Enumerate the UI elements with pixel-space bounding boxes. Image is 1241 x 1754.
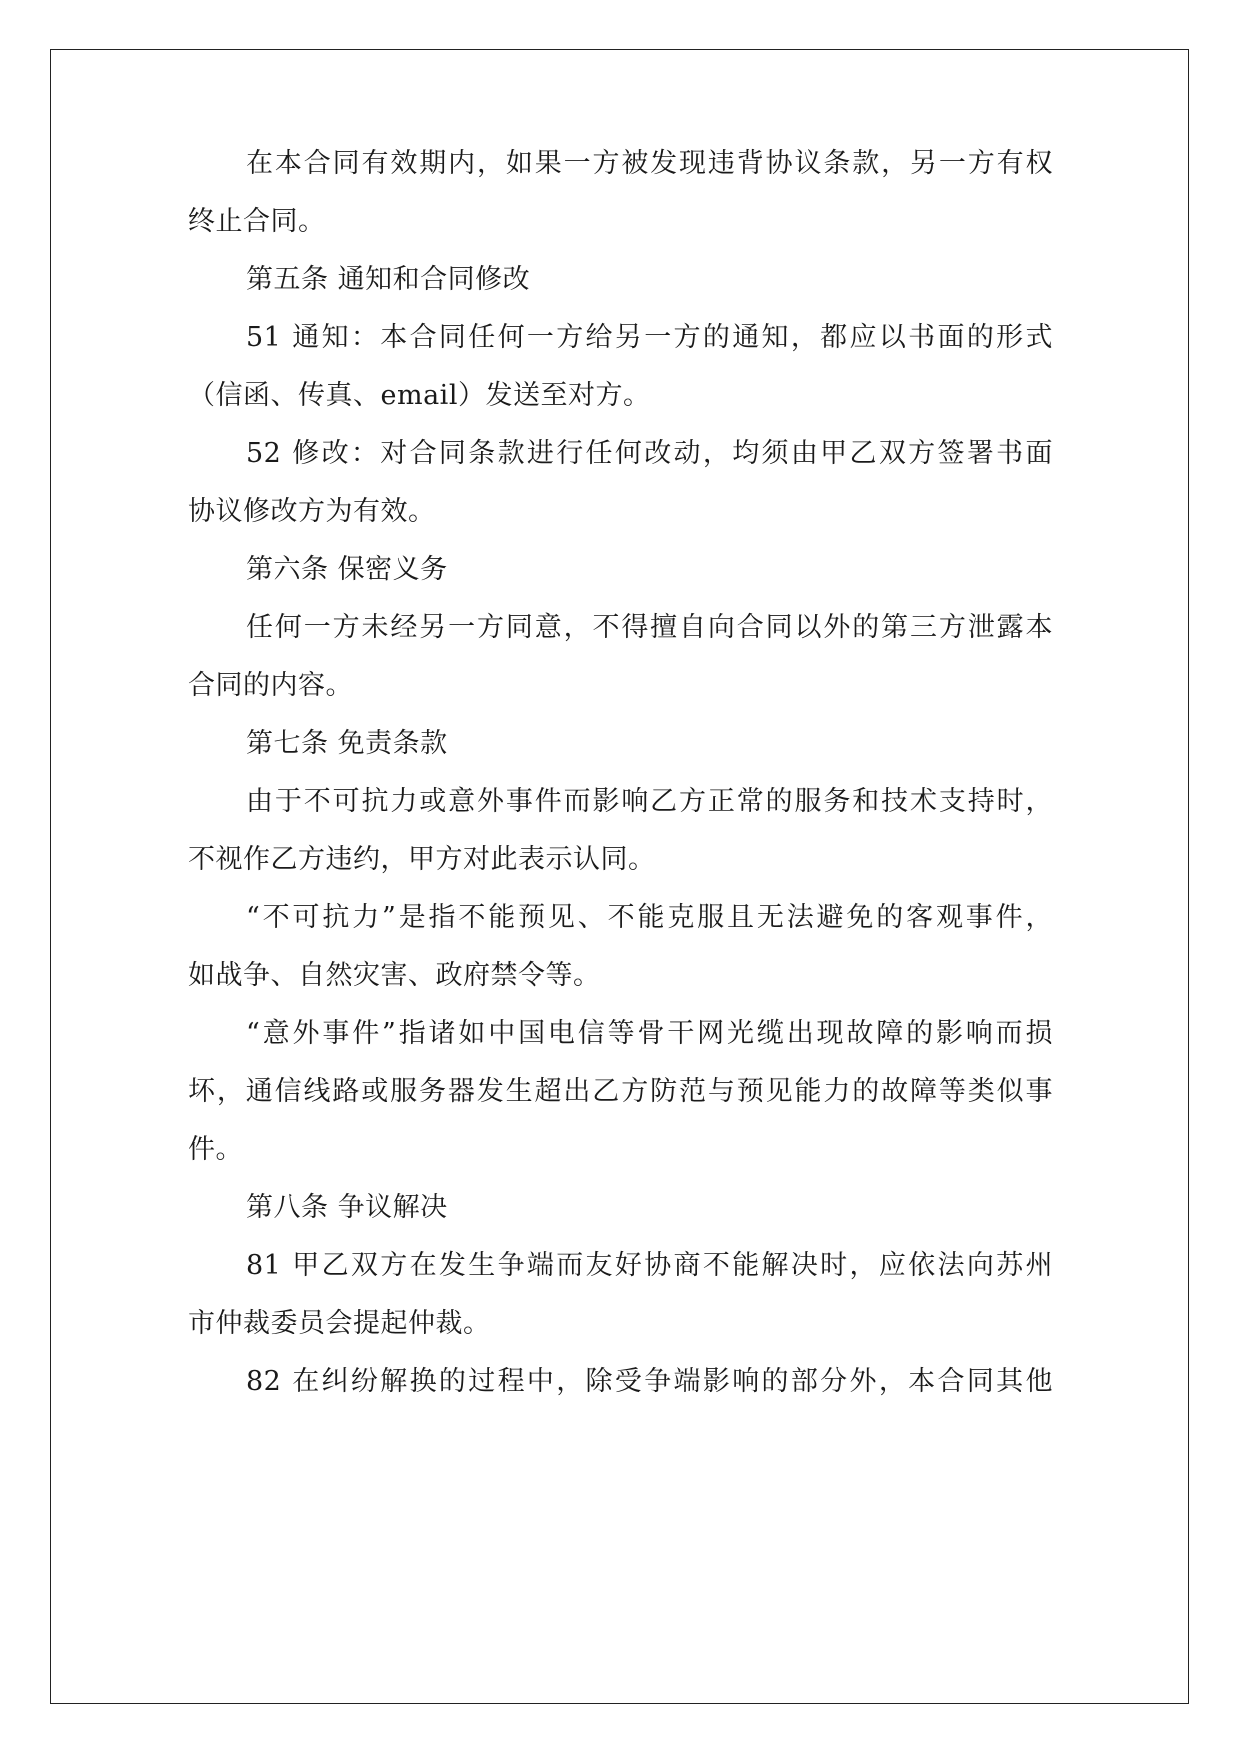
paragraph-line: （信函、传真、email）发送至对方。 [188, 380, 651, 411]
paragraph-line: 坏，通信线路或服务器发生超出乙方防范与预见能力的故障等类似事 [188, 1076, 1053, 1107]
section-heading: 第五条 通知和合同修改 [246, 264, 531, 295]
paragraph-line: 81 甲乙双方在发生争端而友好协商不能解决时，应依法向苏州 [246, 1250, 1053, 1281]
paragraph-line: 合同的内容。 [188, 670, 353, 701]
section-heading: 第八条 争议解决 [246, 1192, 448, 1223]
paragraph-line: 件。 [188, 1134, 243, 1165]
paragraph-line: 市仲裁委员会提起仲裁。 [188, 1308, 491, 1339]
paragraph-line: 在本合同有效期内，如果一方被发现违背协议条款，另一方有权 [246, 148, 1053, 179]
page-border [50, 49, 1189, 1704]
paragraph-line: 由于不可抗力或意外事件而影响乙方正常的服务和技术支持时， [246, 786, 1053, 817]
paragraph-line: 不视作乙方违约，甲方对此表示认同。 [188, 844, 656, 875]
paragraph-line: 如战争、自然灾害、政府禁令等。 [188, 960, 601, 991]
paragraph-line: 任何一方未经另一方同意，不得擅自向合同以外的第三方泄露本 [246, 612, 1053, 643]
section-heading: 第七条 免责条款 [246, 728, 448, 759]
paragraph-line: 51 通知：本合同任何一方给另一方的通知，都应以书面的形式 [246, 322, 1053, 353]
section-heading: 第六条 保密义务 [246, 554, 448, 585]
paragraph-line: 终止合同。 [188, 206, 326, 237]
paragraph-line: “不可抗力”是指不能预见、不能克服且无法避免的客观事件， [246, 902, 1053, 933]
paragraph-line: “意外事件”指诸如中国电信等骨干网光缆出现故障的影响而损 [246, 1018, 1053, 1049]
paragraph-line: 82 在纠纷解换的过程中，除受争端影响的部分外，本合同其他 [246, 1366, 1053, 1397]
paragraph-line: 52 修改：对合同条款进行任何改动，均须由甲乙双方签署书面 [246, 438, 1053, 469]
paragraph-line: 协议修改方为有效。 [188, 496, 436, 527]
